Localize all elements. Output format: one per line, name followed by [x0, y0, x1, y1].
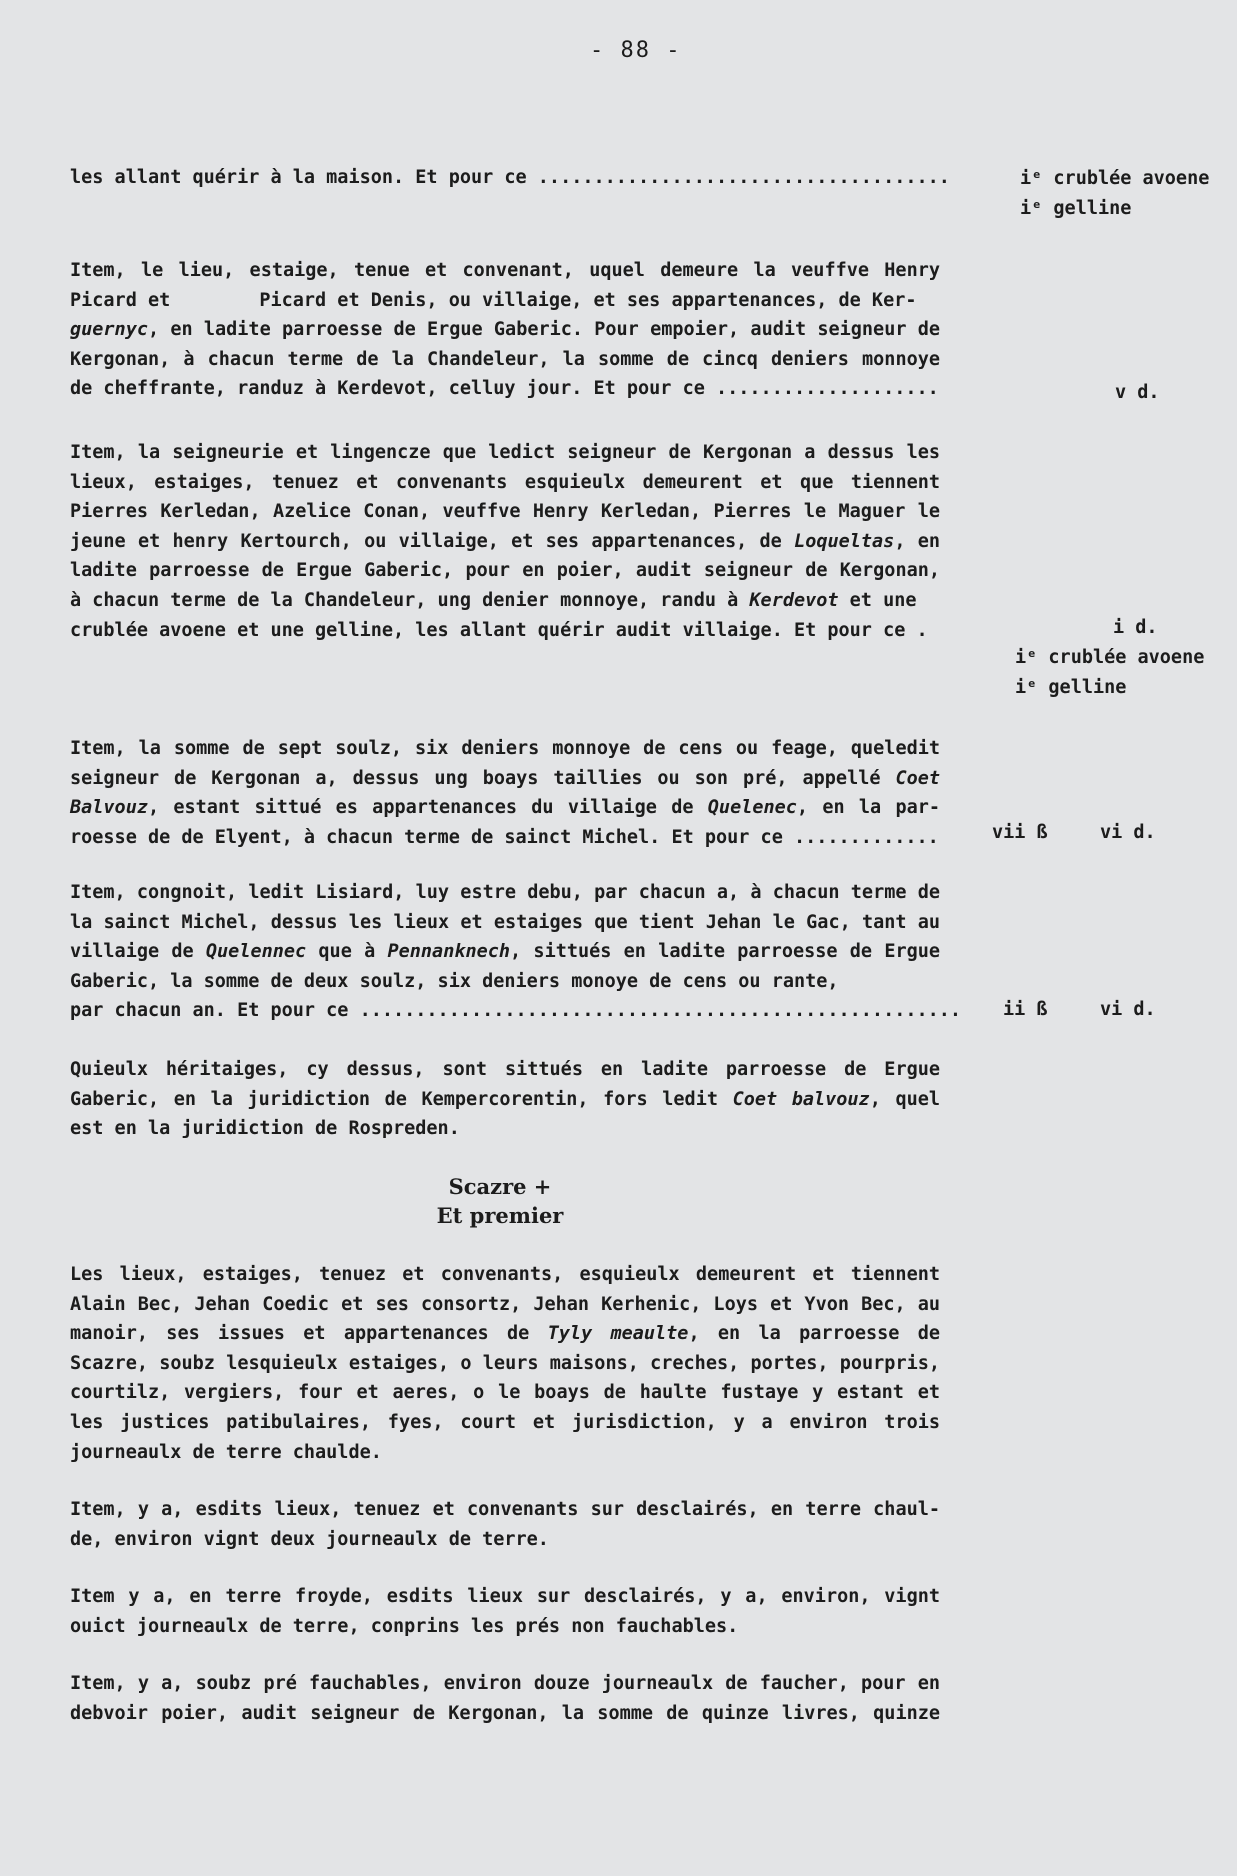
- place-name: Kerdevot: [749, 589, 839, 611]
- margin-note: vi d.: [1100, 822, 1156, 843]
- paragraph-4: [70, 878, 962, 1026]
- margin-note: iᵉ crublée avoene: [1020, 168, 1210, 189]
- place-name: Tyly meaulte: [547, 1323, 689, 1345]
- text-line: Scazre, soubz lesquieulx estaiges, o leurs maisons, creches, portes, pourpris,: [70, 1352, 940, 1374]
- paragraph-6: [70, 1260, 940, 1467]
- text-line: par chacun an. Et pour ce ......................................................: [70, 1000, 962, 1022]
- place-name: Pennanknech: [387, 941, 511, 963]
- text-line: Item, y a, soubz pré fauchables, environ douze journeaulx de faucher, pour en: [70, 1673, 940, 1694]
- text-line: [70, 586, 940, 616]
- place-name: Coet: [895, 767, 940, 789]
- text-span: , en la par-: [796, 797, 941, 819]
- text-line: roesse de de Elyent, à chacun terme de sainct Michel. Et pour ce .............: [70, 826, 939, 848]
- text-span: , quel: [869, 1088, 940, 1110]
- place-name: Quelennec: [205, 941, 307, 963]
- section-subheading: Et premier: [436, 1203, 564, 1228]
- text-line: Kergonan, à chacun terme de la Chandeleur, la somme de cincq deniers monnoye: [70, 348, 940, 370]
- text-line: [70, 937, 940, 967]
- paragraph-5: [70, 1055, 940, 1144]
- text-line: Item, y a, esdits lieux, tenuez et convenants sur desclairés, en terre chaul-: [70, 1499, 940, 1520]
- text-line: Item, congnoit, ledit Lisiard, luy estre debu, par chacun a, à chacun terme de: [70, 882, 940, 903]
- text-line: de cheffrante, randuz à Kerdevot, celluy jour. Et pour ce ....................: [70, 378, 939, 400]
- margin-note: iᵉ gelline: [1015, 677, 1127, 698]
- paragraph-7: [70, 1495, 940, 1554]
- text-line: les allant quérir à la maison. Et pour ce .....................................: [70, 167, 950, 188]
- text-line: lieux, estaiges, tenuez et convenants esquieulx demeurent et que tiennent: [70, 471, 940, 493]
- text-line: ouict journeaulx de terre, conprins les prés non fauchables.: [70, 1615, 739, 1637]
- text-span: , en: [894, 530, 941, 552]
- paragraph-9: [70, 1669, 940, 1728]
- place-name: Balvouz: [70, 797, 148, 819]
- margin-note: v d.: [1115, 382, 1160, 403]
- text-span: et une: [838, 589, 917, 611]
- text-span: , en la parroesse de: [688, 1323, 940, 1345]
- text-line: courtilz, vergiers, four et aeres, o le boays de haulte fustaye y estant et: [70, 1382, 940, 1404]
- text-line: debvoir poier, audit seigneur de Kergonan, la somme de quinze livres, quinze: [70, 1702, 940, 1724]
- text-span: , sittués en ladite parroesse de Ergue: [510, 941, 941, 963]
- paragraph-3: [70, 734, 940, 852]
- text-line: Item, la seigneurie et lingencze que ledict seigneur de Kergonan a dessus les: [70, 442, 940, 463]
- margin-note: iᵉ crublée avoene: [1015, 647, 1205, 668]
- text-span: manoir, ses issues et appartenances de: [70, 1323, 548, 1345]
- text-line: [70, 793, 940, 823]
- text-line: est en la juridiction de Rospreden.: [70, 1118, 460, 1140]
- page-number: - 88 -: [590, 38, 682, 63]
- text-line: crublée avoene et une gelline, les allant quérir audit villaige. Et pour ce .: [70, 619, 928, 641]
- place-name: Loqueltas: [794, 530, 895, 552]
- paragraph-8: [70, 1582, 940, 1641]
- margin-note: i d.: [1113, 617, 1158, 638]
- paragraph-1: [70, 256, 940, 404]
- text-line: [70, 315, 940, 345]
- text-line: Item, la somme de sept soulz, six deniers monnoye de cens ou feage, queledit: [70, 738, 940, 759]
- text-span: seigneur de Kergonan a, dessus ung boays taillies ou son pré, appellé: [70, 767, 896, 789]
- text-line: [70, 764, 940, 794]
- margin-note: ii ß: [1003, 999, 1048, 1020]
- text-line: Les lieux, estaiges, tenuez et convenants, esquieulx demeurent et tiennent: [70, 1264, 940, 1285]
- text-span: villaige de: [70, 941, 206, 963]
- place-name: Coet balvouz: [732, 1088, 870, 1110]
- section-heading: Scazre +: [448, 1174, 552, 1199]
- text-span: , estant sittué es appartenances du villaige de: [147, 797, 708, 819]
- text-line: les justices patibulaires, fyes, court et jurisdiction, y a environ trois: [70, 1411, 940, 1433]
- text-span: à chacun terme de la Chandeleur, ung denier monnoye, randu à: [70, 589, 750, 611]
- paragraph-0: [70, 163, 950, 193]
- text-line: [70, 1319, 940, 1349]
- text-line: Item, le lieu, estaige, tenue et convenant, uquel demeure la veuffve Henry: [70, 260, 940, 281]
- text-line: de, environ vignt deux journeaulx de terre.: [70, 1528, 549, 1550]
- text-span: que à: [306, 941, 388, 963]
- text-line: ladite parroesse de Ergue Gaberic, pour en poier, audit seigneur de Kergonan,: [70, 560, 940, 582]
- text-line: la sainct Michel, dessus les lieux et estaiges que tient Jehan le Gac, tant au: [70, 911, 940, 933]
- margin-note: iᵉ gelline: [1020, 198, 1132, 219]
- text-line: Alain Bec, Jehan Coedic et ses consortz, Jehan Kerhenic, Loys et Yvon Bec, au: [70, 1293, 940, 1315]
- text-line: Pierres Kerledan, Azelice Conan, veuffve Henry Kerledan, Pierres le Maguer le: [70, 501, 940, 523]
- margin-note: vii ß: [992, 822, 1048, 843]
- text-span: , en ladite parroesse de Ergue Gaberic. Pour empoier, audit seigneur de: [147, 319, 940, 341]
- text-line: Quieulx héritaiges, cy dessus, sont sittués en ladite parroesse de Ergue: [70, 1059, 940, 1080]
- text-span: jeune et henry Kertourch, ou villaige, et ses appartenances, de: [70, 530, 795, 552]
- place-name: Quelenec: [707, 797, 797, 819]
- text-line: [70, 527, 940, 557]
- paragraph-2: [70, 438, 940, 645]
- text-line: Gaberic, la somme de deux soulz, six deniers monoye de cens ou rante,: [70, 970, 839, 992]
- text-line: [70, 1085, 940, 1115]
- margin-note: vi d.: [1100, 999, 1156, 1020]
- text-line: Picard et Picard et Denis, ou villaige, et ses appartenances, de Ker-: [70, 289, 917, 311]
- text-line: Item y a, en terre froyde, esdits lieux sur desclairés, y a, environ, vignt: [70, 1586, 940, 1607]
- text-line: journeaulx de terre chaulde.: [70, 1441, 382, 1463]
- text-span: Gaberic, en la juridiction de Kempercorentin, fors ledit: [70, 1088, 733, 1110]
- place-name: guernyc: [70, 319, 148, 341]
